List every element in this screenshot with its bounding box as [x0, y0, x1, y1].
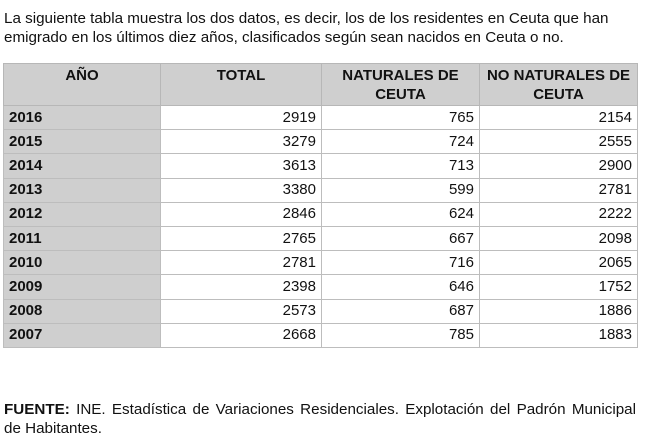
emigration-table [3, 63, 638, 348]
row-year: 2007 [4, 323, 161, 347]
cell-total: 2398 [161, 275, 322, 299]
cell-natives: 687 [322, 299, 480, 323]
row-year: 2010 [4, 251, 161, 275]
source-text: INE. Estadística de Variaciones Residenciales. Explotación del Padrón Municipal de Habitantes. [4, 401, 636, 437]
column-header-non-natives: NO NATURALES DE CEUTA [480, 64, 638, 106]
row-year: 2009 [4, 275, 161, 299]
cell-natives: 785 [322, 323, 480, 347]
row-year: 2015 [4, 130, 161, 154]
table-row [4, 130, 638, 154]
source-note [4, 400, 636, 438]
row-year: 2016 [4, 106, 161, 130]
row-year: 2014 [4, 154, 161, 178]
table-row [4, 226, 638, 250]
cell-total: 3380 [161, 178, 322, 202]
row-year: 2008 [4, 299, 161, 323]
table-row [4, 106, 638, 130]
cell-total: 2846 [161, 202, 322, 226]
cell-non-natives: 1883 [480, 323, 638, 347]
cell-non-natives: 2781 [480, 178, 638, 202]
cell-total: 2919 [161, 106, 322, 130]
cell-natives: 713 [322, 154, 480, 178]
cell-non-natives: 2555 [480, 130, 638, 154]
cell-non-natives: 2222 [480, 202, 638, 226]
cell-non-natives: 1886 [480, 299, 638, 323]
table-row [4, 299, 638, 323]
intro-paragraph: La siguiente tabla muestra los dos datos, es decir, los de los residentes en Ceuta que han emigrado en los últimos diez años, clasificados según sean nacidos en Ceuta o no. [4, 10, 609, 46]
cell-total: 2765 [161, 226, 322, 250]
source-label: FUENTE: [4, 401, 70, 418]
cell-total: 2573 [161, 299, 322, 323]
column-header-total: TOTAL [161, 64, 322, 106]
column-header-year: AÑO [4, 64, 161, 106]
table-row [4, 275, 638, 299]
cell-natives: 724 [322, 130, 480, 154]
cell-natives: 667 [322, 226, 480, 250]
cell-non-natives: 2900 [480, 154, 638, 178]
cell-natives: 765 [322, 106, 480, 130]
table-header-row [4, 64, 638, 106]
cell-total: 3613 [161, 154, 322, 178]
column-header-natives: NATURALES DE CEUTA [322, 64, 480, 106]
cell-natives: 624 [322, 202, 480, 226]
table-row [4, 323, 638, 347]
cell-non-natives: 2065 [480, 251, 638, 275]
row-year: 2013 [4, 178, 161, 202]
cell-natives: 599 [322, 178, 480, 202]
table-row [4, 154, 638, 178]
row-year: 2012 [4, 202, 161, 226]
cell-non-natives: 2154 [480, 106, 638, 130]
table-row [4, 178, 638, 202]
table-row [4, 202, 638, 226]
cell-non-natives: 1752 [480, 275, 638, 299]
cell-natives: 646 [322, 275, 480, 299]
cell-total: 2668 [161, 323, 322, 347]
table-row [4, 251, 638, 275]
cell-total: 2781 [161, 251, 322, 275]
cell-natives: 716 [322, 251, 480, 275]
cell-total: 3279 [161, 130, 322, 154]
row-year: 2011 [4, 226, 161, 250]
cell-non-natives: 2098 [480, 226, 638, 250]
